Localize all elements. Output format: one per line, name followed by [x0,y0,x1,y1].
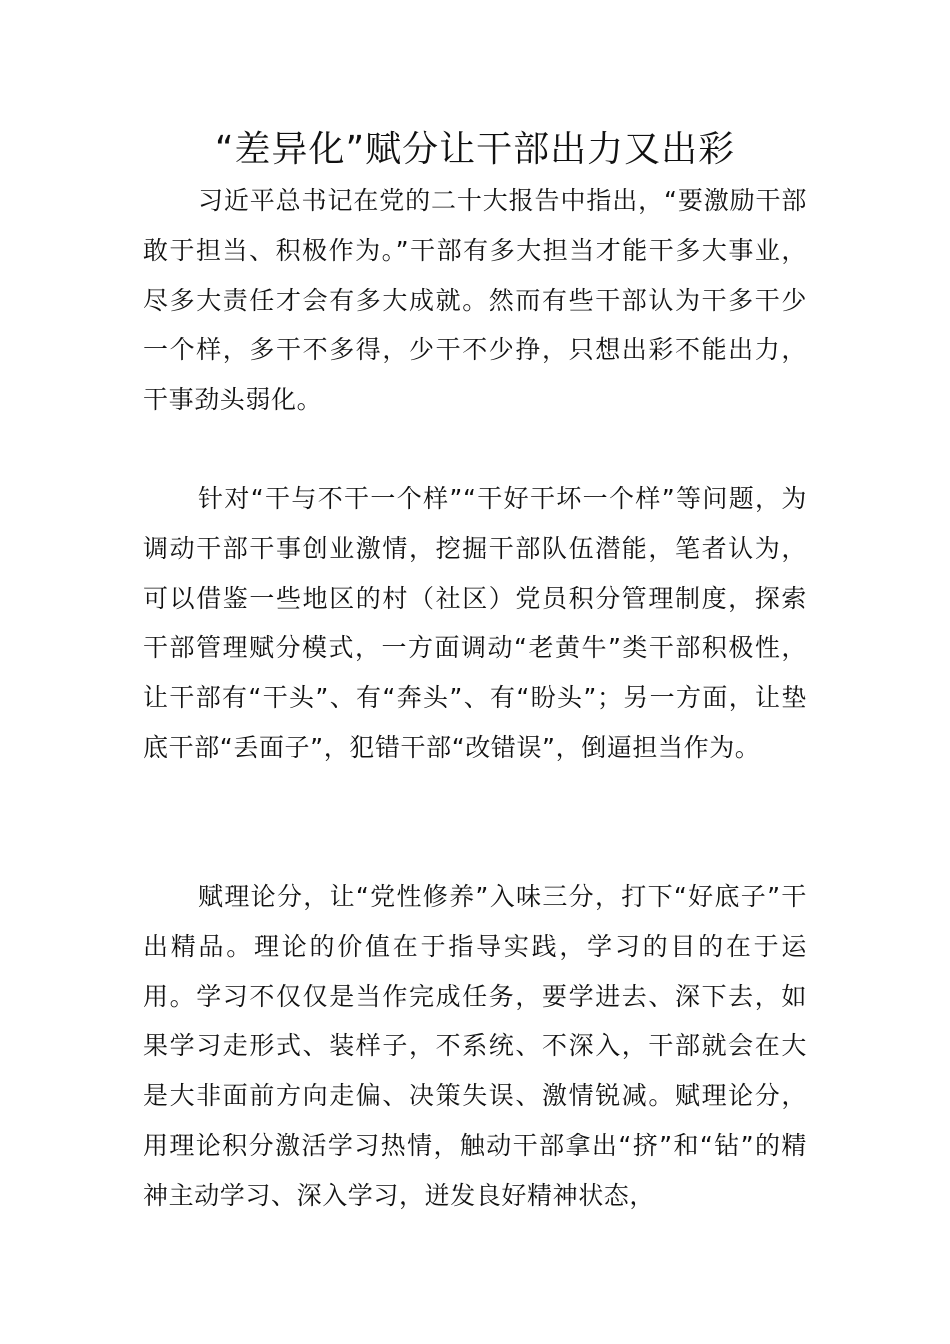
document-title: “差异化”赋分让干部出力又出彩 [214,129,736,170]
paragraph-1: 习近平总书记在党的二十大报告中指出，“要激励干部敢于担当、积极作为。”干部有多大担当才能干多大事业，尽多大责任才会有多大成就。然而有些干部认为干多干少一个样，多干不多得，少干不少挣，只想出彩不能出力，干事劲头弱化。 [143,186,807,415]
paragraph-3: 赋理论分，让“党性修养”入味三分，打下“好底子”干出精品。理论的价值在于指导实践，学习的目的在于运用。学习不仅仅是当作完成任务，要学进去、深下去，如果学习走形式、装样子，不系统、不深入，干部就会在大是大非面前方向走偏、决策失误、激情锐减。赋理论分，用理论积分激活学习热情，触动干部拿出“挤”和“钻”的精神主动学习、深入学习，迸发良好精神状态， [143,882,807,1210]
paragraph-2: 针对“干与不干一个样”“干好干坏一个样”等问题，为调动干部干事创业激情，挖掘干部队伍潜能，笔者认为，可以借鉴一些地区的村（社区）党员积分管理制度，探索干部管理赋分模式，一方面调动“老黄牛”类干部积极性，让干部有“干头”、有“奔头”、有“盼头”；另一方面，让垫底干部“丢面子”，犯错干部“改错误”，倒逼担当作为。 [143,484,807,762]
